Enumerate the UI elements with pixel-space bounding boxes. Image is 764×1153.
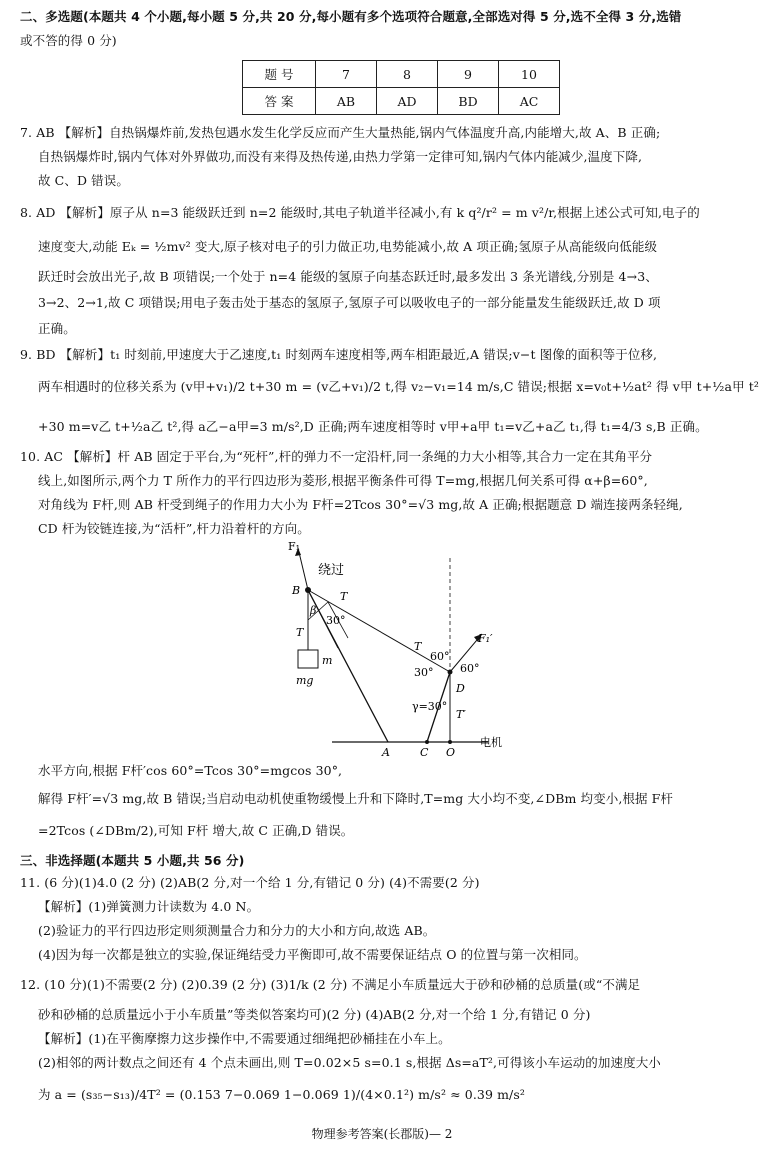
- q8-line-4: 3→2、2→1,故 C 项错误;用电子轰击处于基态的氢原子,氢原子可以吸收电子的一部分能量发生能级跃迁,故 D 项: [38, 295, 661, 310]
- label-rao-guo: 绕过: [318, 563, 345, 578]
- label-b: B: [292, 584, 301, 597]
- q7-line-2: 自热锅爆炸时,锅内气体对外界做功,而没有来得及热传递,由热力学第一定律可知,锅内气体内能减少,温度下降,: [38, 149, 643, 164]
- label-f1p: F₁′: [478, 632, 493, 645]
- q7-line-3: 故 C、D 错误。: [38, 173, 129, 188]
- point-o: [448, 740, 452, 744]
- table-header-number: 题 号: [243, 61, 316, 88]
- q10-line-4: CD 杆为铰链连接,为“活杆”,杆力沿着杆的方向。: [38, 521, 310, 536]
- q10-line-7: =2Tcos (∠DBm/2),可知 F杆 增大,故 C 正确,D 错误。: [38, 823, 354, 838]
- label-30b: 30°: [414, 666, 434, 679]
- label-60b: 60°: [460, 662, 480, 675]
- answer-cell: AC: [499, 88, 560, 115]
- label-o: O: [446, 746, 456, 759]
- question-number: 7: [316, 61, 377, 88]
- label-beta: β: [310, 604, 317, 617]
- label-t3: T: [414, 640, 422, 653]
- label-60a: 60°: [430, 650, 450, 663]
- q10-line-2: 线上,如图所示,两个力 T 所作力的平行四边形为菱形,根据平衡条件可得 T=mg,根据几何关系可得 α+β=60°,: [38, 473, 648, 488]
- pulley-b: [305, 587, 311, 593]
- q7-line-1: 7. AB 【解析】自热锅爆炸前,发热包遇水发生化学反应而产生大量热能,锅内气体温度升高,内能增大,故 A、B 正确;: [20, 125, 661, 140]
- point-c: [425, 740, 429, 744]
- q10-line-5: 水平方向,根据 F杆′cos 60°=Tcos 30°=mgcos 30°,: [38, 763, 343, 778]
- label-mg: mg: [296, 674, 314, 687]
- label-t2: T: [296, 626, 304, 639]
- answer-cell: AD: [377, 88, 438, 115]
- weight-block: [298, 650, 318, 668]
- q11-line-3: (2)验证力的平行四边形定则须测量合力和分力的大小和方向,故选 AB。: [38, 923, 436, 938]
- q12-line-3: 【解析】(1)在平衡摩擦力这步操作中,不需要通过细绳把砂桶挂在小车上。: [38, 1031, 451, 1046]
- force-diagram: [270, 538, 520, 760]
- point-d: [448, 670, 453, 675]
- q10-line-3: 对角线为 F杆,则 AB 杆受到绳子的作用力大小为 F杆=2Tcos 30°=√3 mg,故 A 正确;根据题意 D 端连接两条轻绳,: [38, 497, 683, 512]
- q12-line-4: (2)相邻的两计数点之间还有 4 个点未画出,则 T=0.02×5 s=0.1 s,根据 Δs=aT²,可得该小车运动的加速度大小: [38, 1055, 661, 1070]
- q11-line-4: (4)因为每一次都是独立的实验,保证绳结受力平衡即可,故不需要保证结点 O 的位置与第一次相同。: [38, 947, 587, 962]
- q11-line-2: 【解析】(1)弹簧测力计读数为 4.0 N。: [38, 899, 260, 914]
- label-motor: 电机: [480, 736, 502, 749]
- answer-table: [242, 60, 560, 115]
- answer-cell: BD: [438, 88, 499, 115]
- section-header-multi-cont: 或不答的得 0 分): [20, 33, 117, 48]
- q10-line-1: 10. AC 【解析】杆 AB 固定于平台,为“死杆”,杆的弹力不一定沿杆,同一条绳的力大小相等,其合力一定在其角平分: [20, 449, 653, 464]
- label-gamma: γ=30°: [412, 700, 448, 713]
- label-tp: T′: [456, 708, 466, 721]
- page-footer: 物理参考答案(长郡版)— 2: [311, 1127, 453, 1141]
- q12-line-5: 为 a = (s₃₅−s₁₃)/4T² = (0.153 7−0.069 1−0.069 1)/(4×0.1²) m/s² ≈ 0.39 m/s²: [38, 1087, 525, 1102]
- q8-line-3: 跃迁时会放出光子,故 B 项错误;一个处于 n=4 能级的氢原子向基态跃迁时,最多发出 3 条光谱线,分别是 4→3、: [38, 269, 658, 284]
- q11-line-1: 11. (6 分)(1)4.0 (2 分) (2)AB(2 分,对一个给 1 分,有错记 0 分) (4)不需要(2 分): [20, 875, 480, 890]
- q12-line-2: 砂和砂桶的总质量远小于小车质量”等类似答案均可)(2 分) (4)AB(2 分,对一个给 1 分,有错记 0 分): [38, 1007, 591, 1022]
- q8-line-1: 8. AD 【解析】原子从 n=3 能级跃迁到 n=2 能级时,其电子轨道半径减小,有 k q²/r² = m v²/r,根据上述公式可知,电子的: [20, 205, 700, 220]
- q9-line-3: +30 m=v乙 t+½a乙 t²,得 a乙−a甲=3 m/s²,D 正确;两车速度相等时 v甲+a甲 t₁=v乙+a乙 t₁,得 t₁=4/3 s,B 正确。: [38, 419, 708, 434]
- q8-line-2: 速度变大,动能 Eₖ = ½mv² 变大,原子核对电子的引力做正功,电势能减小,故 A 项正确;氢原子从高能级向低能级: [38, 239, 658, 254]
- q12-line-1: 12. (10 分)(1)不需要(2 分) (2)0.39 (2 分) (3)1/k (2 分) 不满足小车质量远大于砂和砂桶的总质量(或“不满足: [20, 977, 641, 992]
- table-header-answer: 答 案: [243, 88, 316, 115]
- label-d: D: [456, 682, 465, 695]
- label-c: C: [420, 746, 429, 759]
- label-a: A: [382, 746, 390, 759]
- section-header-non-choice: 三、非选择题(本题共 5 小题,共 56 分): [20, 853, 245, 868]
- q10-line-6: 解得 F杆′=√3 mg,故 B 错误;当启动电动机使重物缓慢上升和下降时,T=mg 大小均不变,∠DBm 均变小,根据 F杆: [38, 791, 674, 806]
- label-t: T: [340, 590, 348, 603]
- q9-line-2: 两车相遇时的位移关系为 (v甲+v₁)/2 t+30 m = (v乙+v₁)/2 t,得 v₂−v₁=14 m/s,C 错误;根据 x=v₀t+½at² 得 v甲 t+½a甲 t²: [38, 379, 759, 394]
- label-30a: 30°: [326, 614, 346, 627]
- section-header-multi: 二、多选题(本题共 4 个小题,每小题 5 分,共 20 分,每小题有多个选项符合题意,全部选对得 5 分,选不全得 3 分,选错: [20, 9, 682, 24]
- answer-cell: AB: [316, 88, 377, 115]
- q8-line-5: 正确。: [38, 321, 76, 336]
- label-f1: F₁: [288, 540, 301, 553]
- question-number: 9: [438, 61, 499, 88]
- label-m: m: [322, 654, 333, 667]
- question-number: 10: [499, 61, 560, 88]
- q9-line-1: 9. BD 【解析】t₁ 时刻前,甲速度大于乙速度,t₁ 时刻两车速度相等,两车相距最近,A 错误;v−t 图像的面积等于位移,: [20, 347, 658, 362]
- question-number: 8: [377, 61, 438, 88]
